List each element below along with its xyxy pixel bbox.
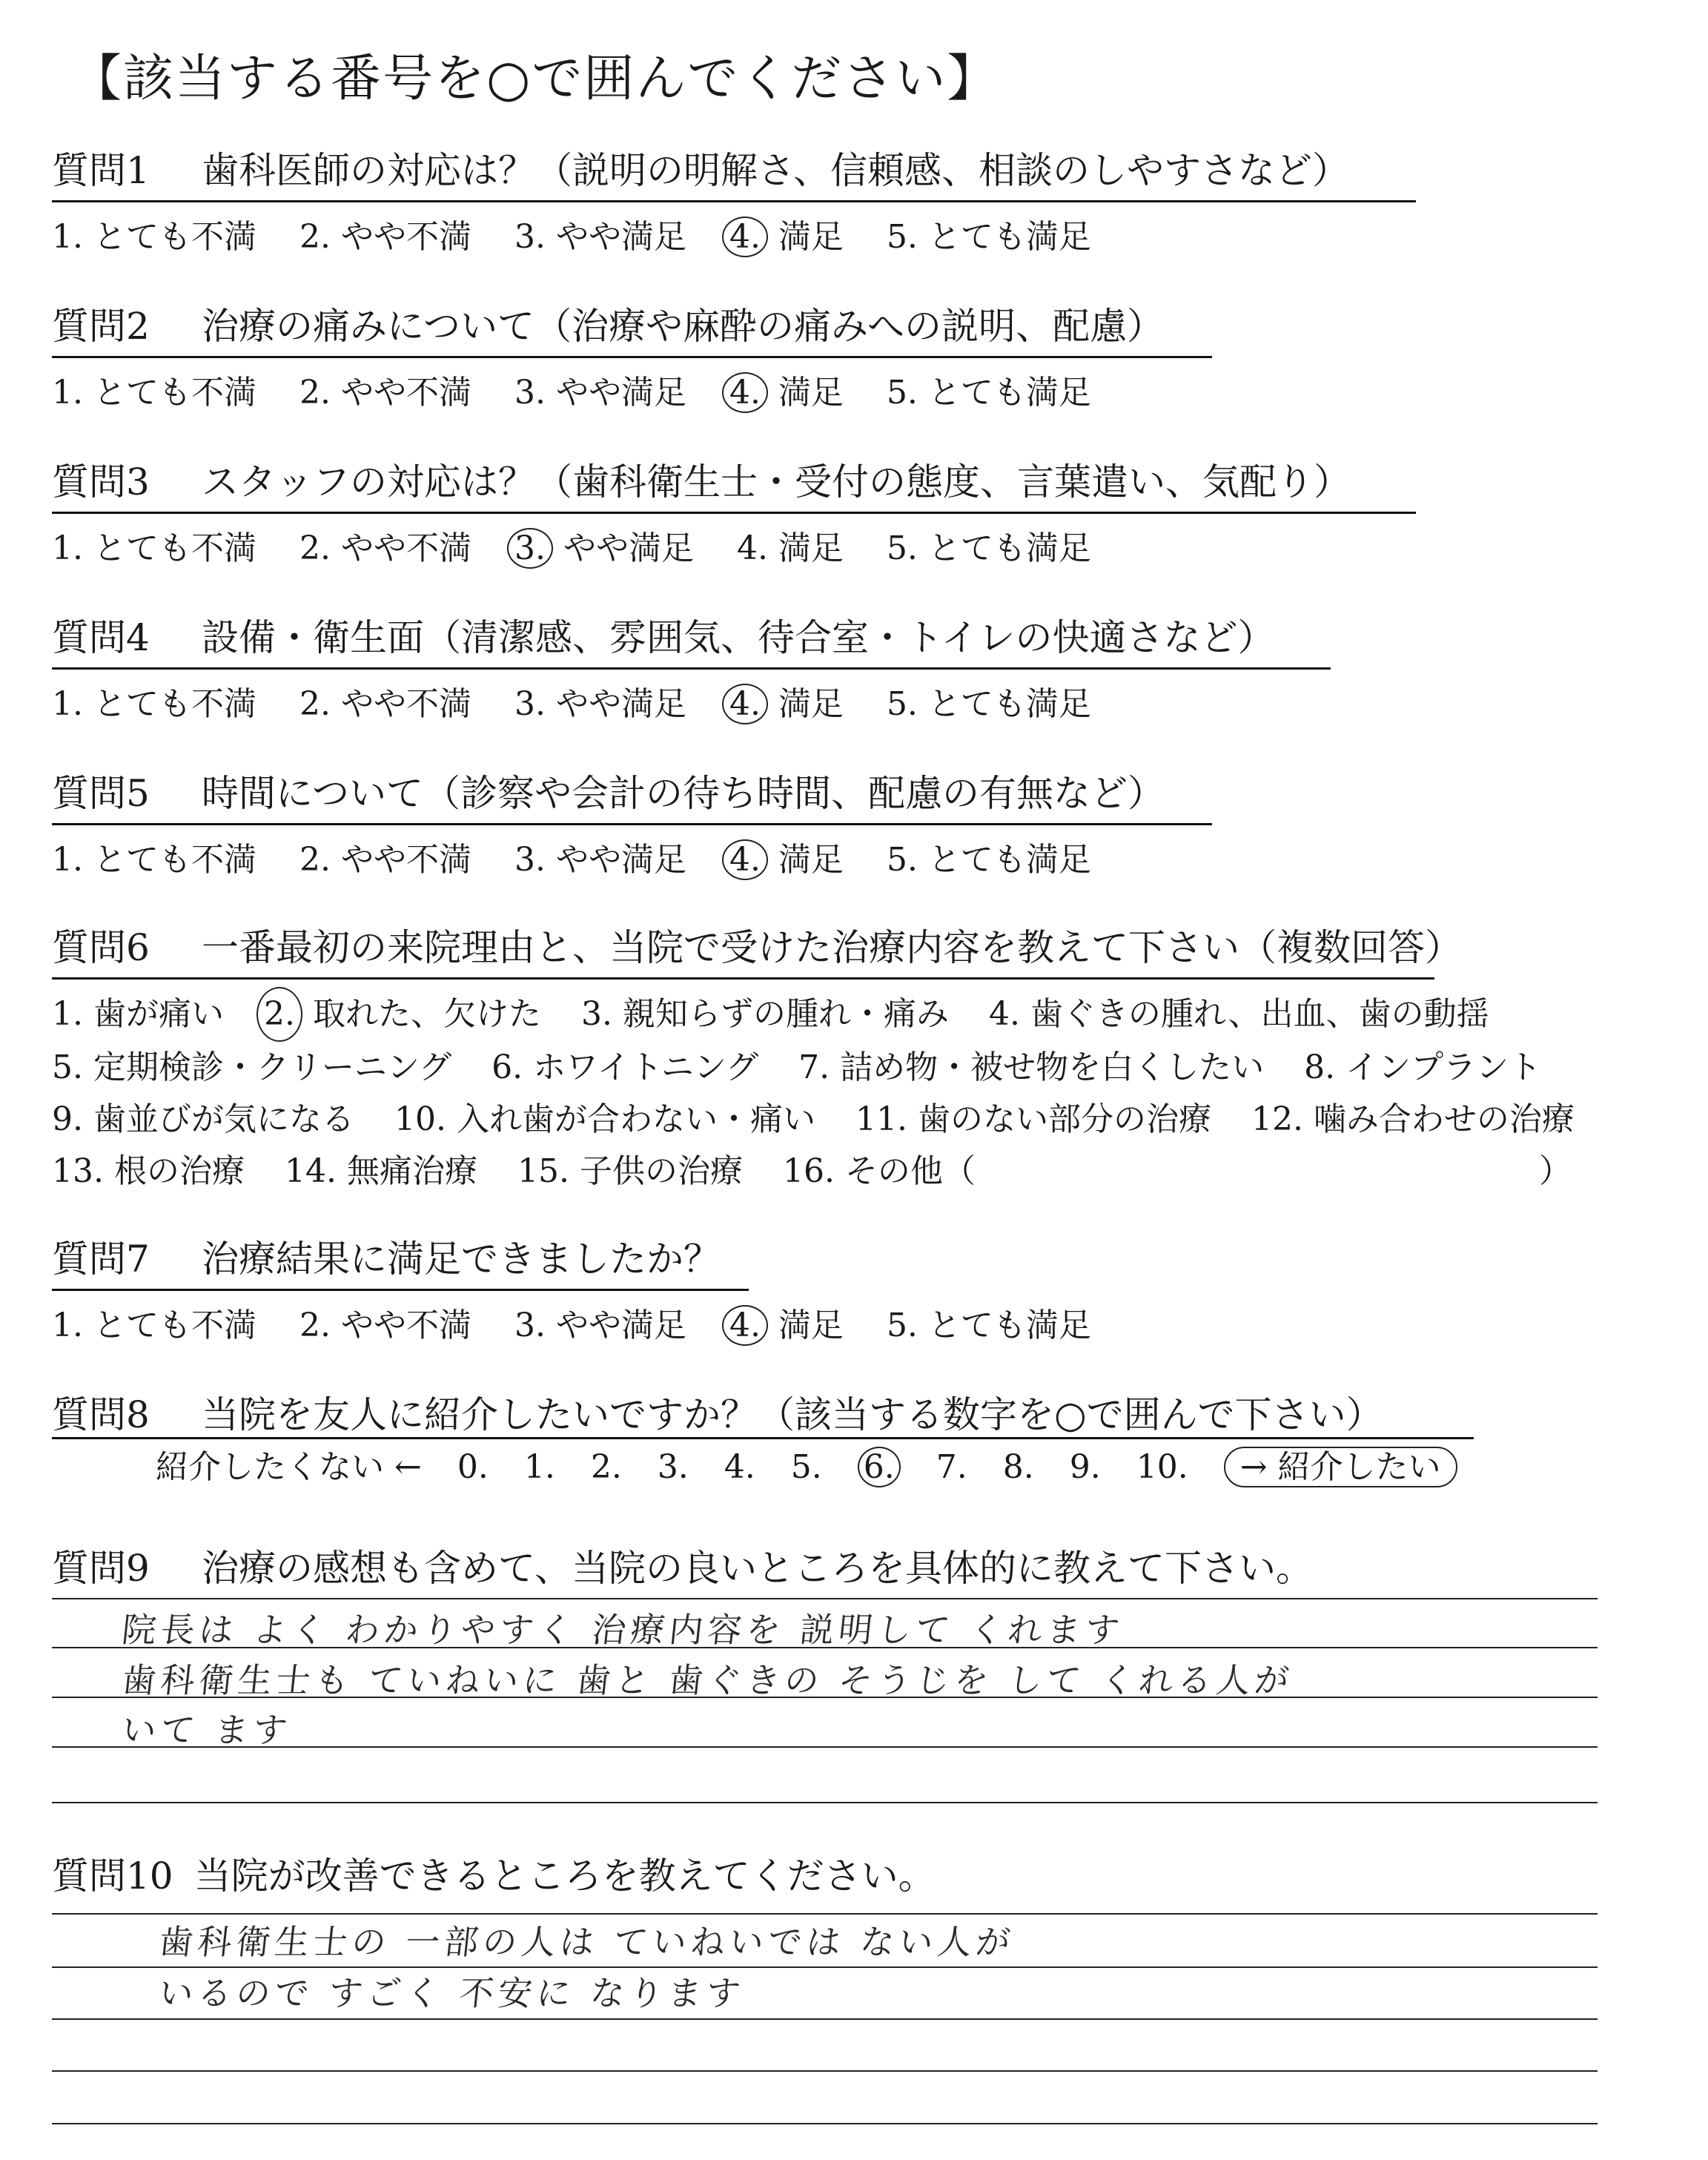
question-title: 質問7 治療結果に満足できましたか？ bbox=[52, 1229, 749, 1291]
question-6 bbox=[52, 918, 1604, 1198]
rating-options[interactable]: 1. とても不満 2. やや不満 3. やや満足 4. 満足 5. とても満足 bbox=[52, 210, 1416, 257]
question-1 bbox=[52, 141, 1416, 257]
selected-option: 3. やや満足 bbox=[514, 521, 694, 569]
recommend-scale[interactable]: 紹介したくない ← 0. 1. 2. 3. 4. 5. 6. 7. 8. 9. 10. → 紹介したい bbox=[156, 1440, 1483, 1487]
question-2 bbox=[52, 297, 1212, 413]
question-title: 質問2 治療の痛みについて（治療や麻酔の痛みへの説明、配慮） bbox=[52, 297, 1212, 358]
reason-options[interactable] bbox=[52, 987, 1604, 1198]
rating-options[interactable]: 1. とても不満 2. やや不満 3. やや満足 4. 満足 5. とても満足 bbox=[52, 521, 1416, 569]
selected-scale-value: 6. bbox=[858, 1447, 901, 1487]
question-title: 質問3 スタッフの対応は？（歯科衛生士・受付の態度、言葉遣い、気配り） bbox=[52, 452, 1416, 514]
handwritten-answer-line: 歯科衛生士の 一部の人は ていねいでは ない人が bbox=[156, 1922, 1017, 1962]
selected-option: 4. 満足 bbox=[729, 366, 844, 413]
question-title: 質問6 一番最初の来院理由と、当院で受けた治療内容を教えて下さい（複数回答） bbox=[52, 918, 1434, 980]
question-title: 質問5 時間について（診察や会計の待ち時間、配慮の有無など） bbox=[52, 764, 1212, 825]
selected-option: 4. 満足 bbox=[729, 677, 844, 724]
question-title: 質問9 治療の感想も含めて、当院の良いところを具体的に教えて下さい。 bbox=[52, 1547, 1313, 1590]
selected-option: 2. 取れた、欠けた bbox=[264, 987, 541, 1042]
handwritten-answer-line: 院長は よく わかりやすく 治療内容を 説明して くれます bbox=[119, 1610, 1126, 1650]
rating-options[interactable]: 1. とても不満 2. やや不満 3. やや満足 4. 満足 5. とても満足 bbox=[52, 1298, 1124, 1346]
rating-options[interactable]: 1. とても不満 2. やや不満 3. やや満足 4. 満足 5. とても満足 bbox=[52, 833, 1212, 880]
instruction-heading: 【該当する番号を○で囲んでください】 bbox=[71, 50, 999, 108]
question-title: 質問10 当院が改善できるところを教えてください。 bbox=[52, 1855, 936, 1898]
handwritten-answer-line: いるので すごく 不安に なります bbox=[156, 1973, 747, 2013]
question-10 bbox=[52, 1846, 936, 1906]
selected-option: 4. 満足 bbox=[729, 210, 844, 257]
handwritten-answer-line: いて ます bbox=[119, 1710, 294, 1750]
question-9 bbox=[52, 1539, 1313, 1598]
question-8 bbox=[52, 1385, 1383, 1444]
selected-option: 4. 満足 bbox=[729, 1298, 844, 1346]
option-row: 9. 歯並びが気になる 10. 入れ歯が合わない・痛い 11. 歯のない部分の治療 12. 噛み合わせの治療 bbox=[52, 1100, 1575, 1138]
rating-options[interactable]: 1. とても不満 2. やや不満 3. やや満足 4. 満足 5. とても満足 bbox=[52, 677, 1331, 724]
other-close-paren: ） bbox=[1538, 1152, 1572, 1190]
question-3 bbox=[52, 452, 1416, 569]
selected-option: 4. 満足 bbox=[729, 833, 844, 880]
question-title: 質問8 当院を友人に紹介したいですか？（該当する数字を○で囲んで下さい） bbox=[52, 1393, 1383, 1436]
rating-options[interactable]: 1. とても不満 2. やや不満 3. やや満足 4. 満足 5. とても満足 bbox=[52, 366, 1212, 413]
question-5 bbox=[52, 764, 1212, 880]
handwritten-answer-line: 歯科衛生士も ていねいに 歯と 歯ぐきの そうじを して くれる人が bbox=[119, 1660, 1296, 1700]
scale-left-label: 紹介したくない ← bbox=[156, 1448, 422, 1486]
question-8-underline bbox=[52, 1437, 1474, 1439]
question-title: 質問4 設備・衛生面（清潔感、雰囲気、待合室・トイレの快適さなど） bbox=[52, 608, 1331, 670]
option-row: 5. 定期検診・クリーニング 6. ホワイトニング 7. 詰め物・被せ物を白くしたい 8. インプラント bbox=[52, 1048, 1542, 1086]
question-4 bbox=[52, 608, 1331, 724]
question-7 bbox=[52, 1229, 1124, 1346]
question-title: 質問1 歯科医師の対応は？（説明の明解さ、信頼感、相談のしやすさなど） bbox=[52, 141, 1416, 202]
scale-right-label: → 紹介したい bbox=[1224, 1447, 1457, 1487]
option-row: 13. 根の治療 14. 無痛治療 15. 子供の治療 16. その他（ ） bbox=[52, 1152, 1572, 1190]
option-row: 1. 歯が痛い 2. 取れた、欠けた 3. 親知らずの腫れ・痛み 4. 歯ぐきの腫れ、出血、歯の動揺 bbox=[52, 987, 1604, 1042]
